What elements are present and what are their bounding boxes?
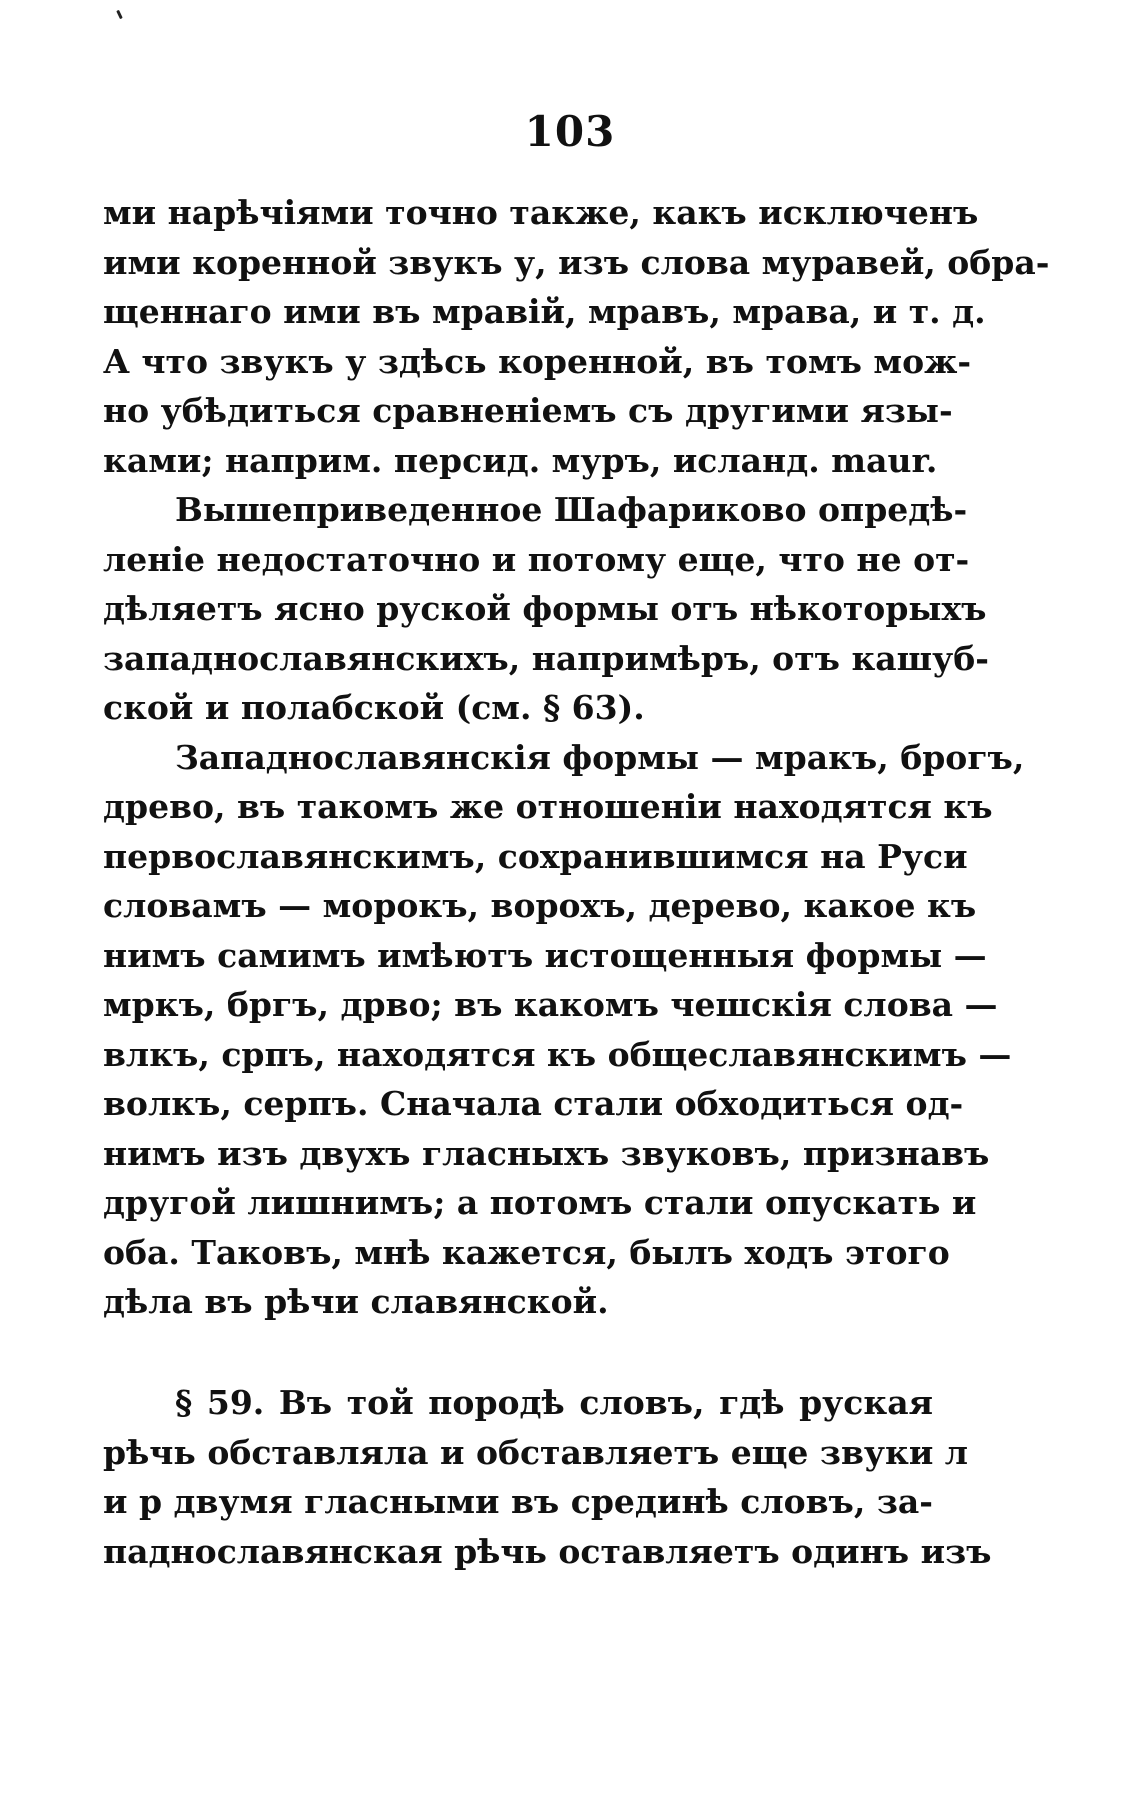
text-line: ской и полабской (см. § 63). (103, 688, 645, 727)
ink-speck (116, 10, 123, 19)
text-line: § 59. Въ той породѣ словъ, гдѣ руская (175, 1383, 933, 1422)
text-line: щеннаго ими въ мравій, мравъ, мрава, и т. д. (103, 292, 986, 331)
text-line: ими коренной звукъ у, изъ слова муравей, обра- (103, 242, 1050, 282)
text-line: нимъ самимъ имѣютъ истощенныя формы — (103, 935, 987, 975)
text-line: ками; наприм. персид. муръ, исланд. maur. (103, 440, 938, 480)
text-line: дѣляетъ ясно руской формы отъ нѣкоторыхъ (103, 589, 987, 628)
main-text-block (103, 188, 1050, 1327)
text-line: западнославянскихъ, напримѣръ, отъ кашуб- (103, 638, 989, 678)
text-line: влкъ, српъ, находятся къ общеславянскимъ — (103, 1034, 1012, 1074)
section-59-block (103, 1378, 992, 1576)
text-line: древо, въ такомъ же отношеніи находятся къ (103, 787, 993, 826)
text-line: словамъ — морокъ, ворохъ, дерево, какое къ (103, 886, 977, 925)
text-line: Западнославянскія формы — мракъ, брогъ, (175, 737, 1025, 777)
text-line: ми нарѣчіями точно также, какъ исключенъ (103, 193, 979, 232)
text-line: но убѣдиться сравненіемъ съ другими язы- (103, 391, 953, 430)
text-line: мркъ, бргъ, дрво; въ какомъ чешскія слова — (103, 985, 998, 1024)
text-line: Вышеприведенное Шафариково опредѣ- (175, 490, 968, 529)
text-line: леніе недостаточно и потому еще, что не от- (103, 539, 970, 579)
text-line: рѣчь обставляла и обставляетъ еще звуки л (103, 1432, 969, 1472)
text-line: паднославянская рѣчь оставляетъ одинъ изъ (103, 1531, 992, 1571)
page-number: 103 (524, 107, 616, 156)
text-line: дѣла въ рѣчи славянской. (103, 1282, 609, 1321)
text-line: первославянскимъ, сохранившимся на Руси (103, 836, 968, 876)
text-line: волкъ, серпъ. Сначала стали обходиться од- (103, 1084, 964, 1123)
text-line: другой лишнимъ; а потомъ стали опускать и (103, 1183, 977, 1222)
text-line: нимъ изъ двухъ гласныхъ звуковъ, признавъ (103, 1133, 990, 1173)
text-line: оба. Таковъ, мнѣ кажется, былъ ходъ этого (103, 1232, 950, 1272)
text-line: А что звукъ у здѣсь коренной, въ томъ мож- (103, 341, 972, 381)
text-line: и р двумя гласными въ срединѣ словъ, за- (103, 1482, 933, 1521)
